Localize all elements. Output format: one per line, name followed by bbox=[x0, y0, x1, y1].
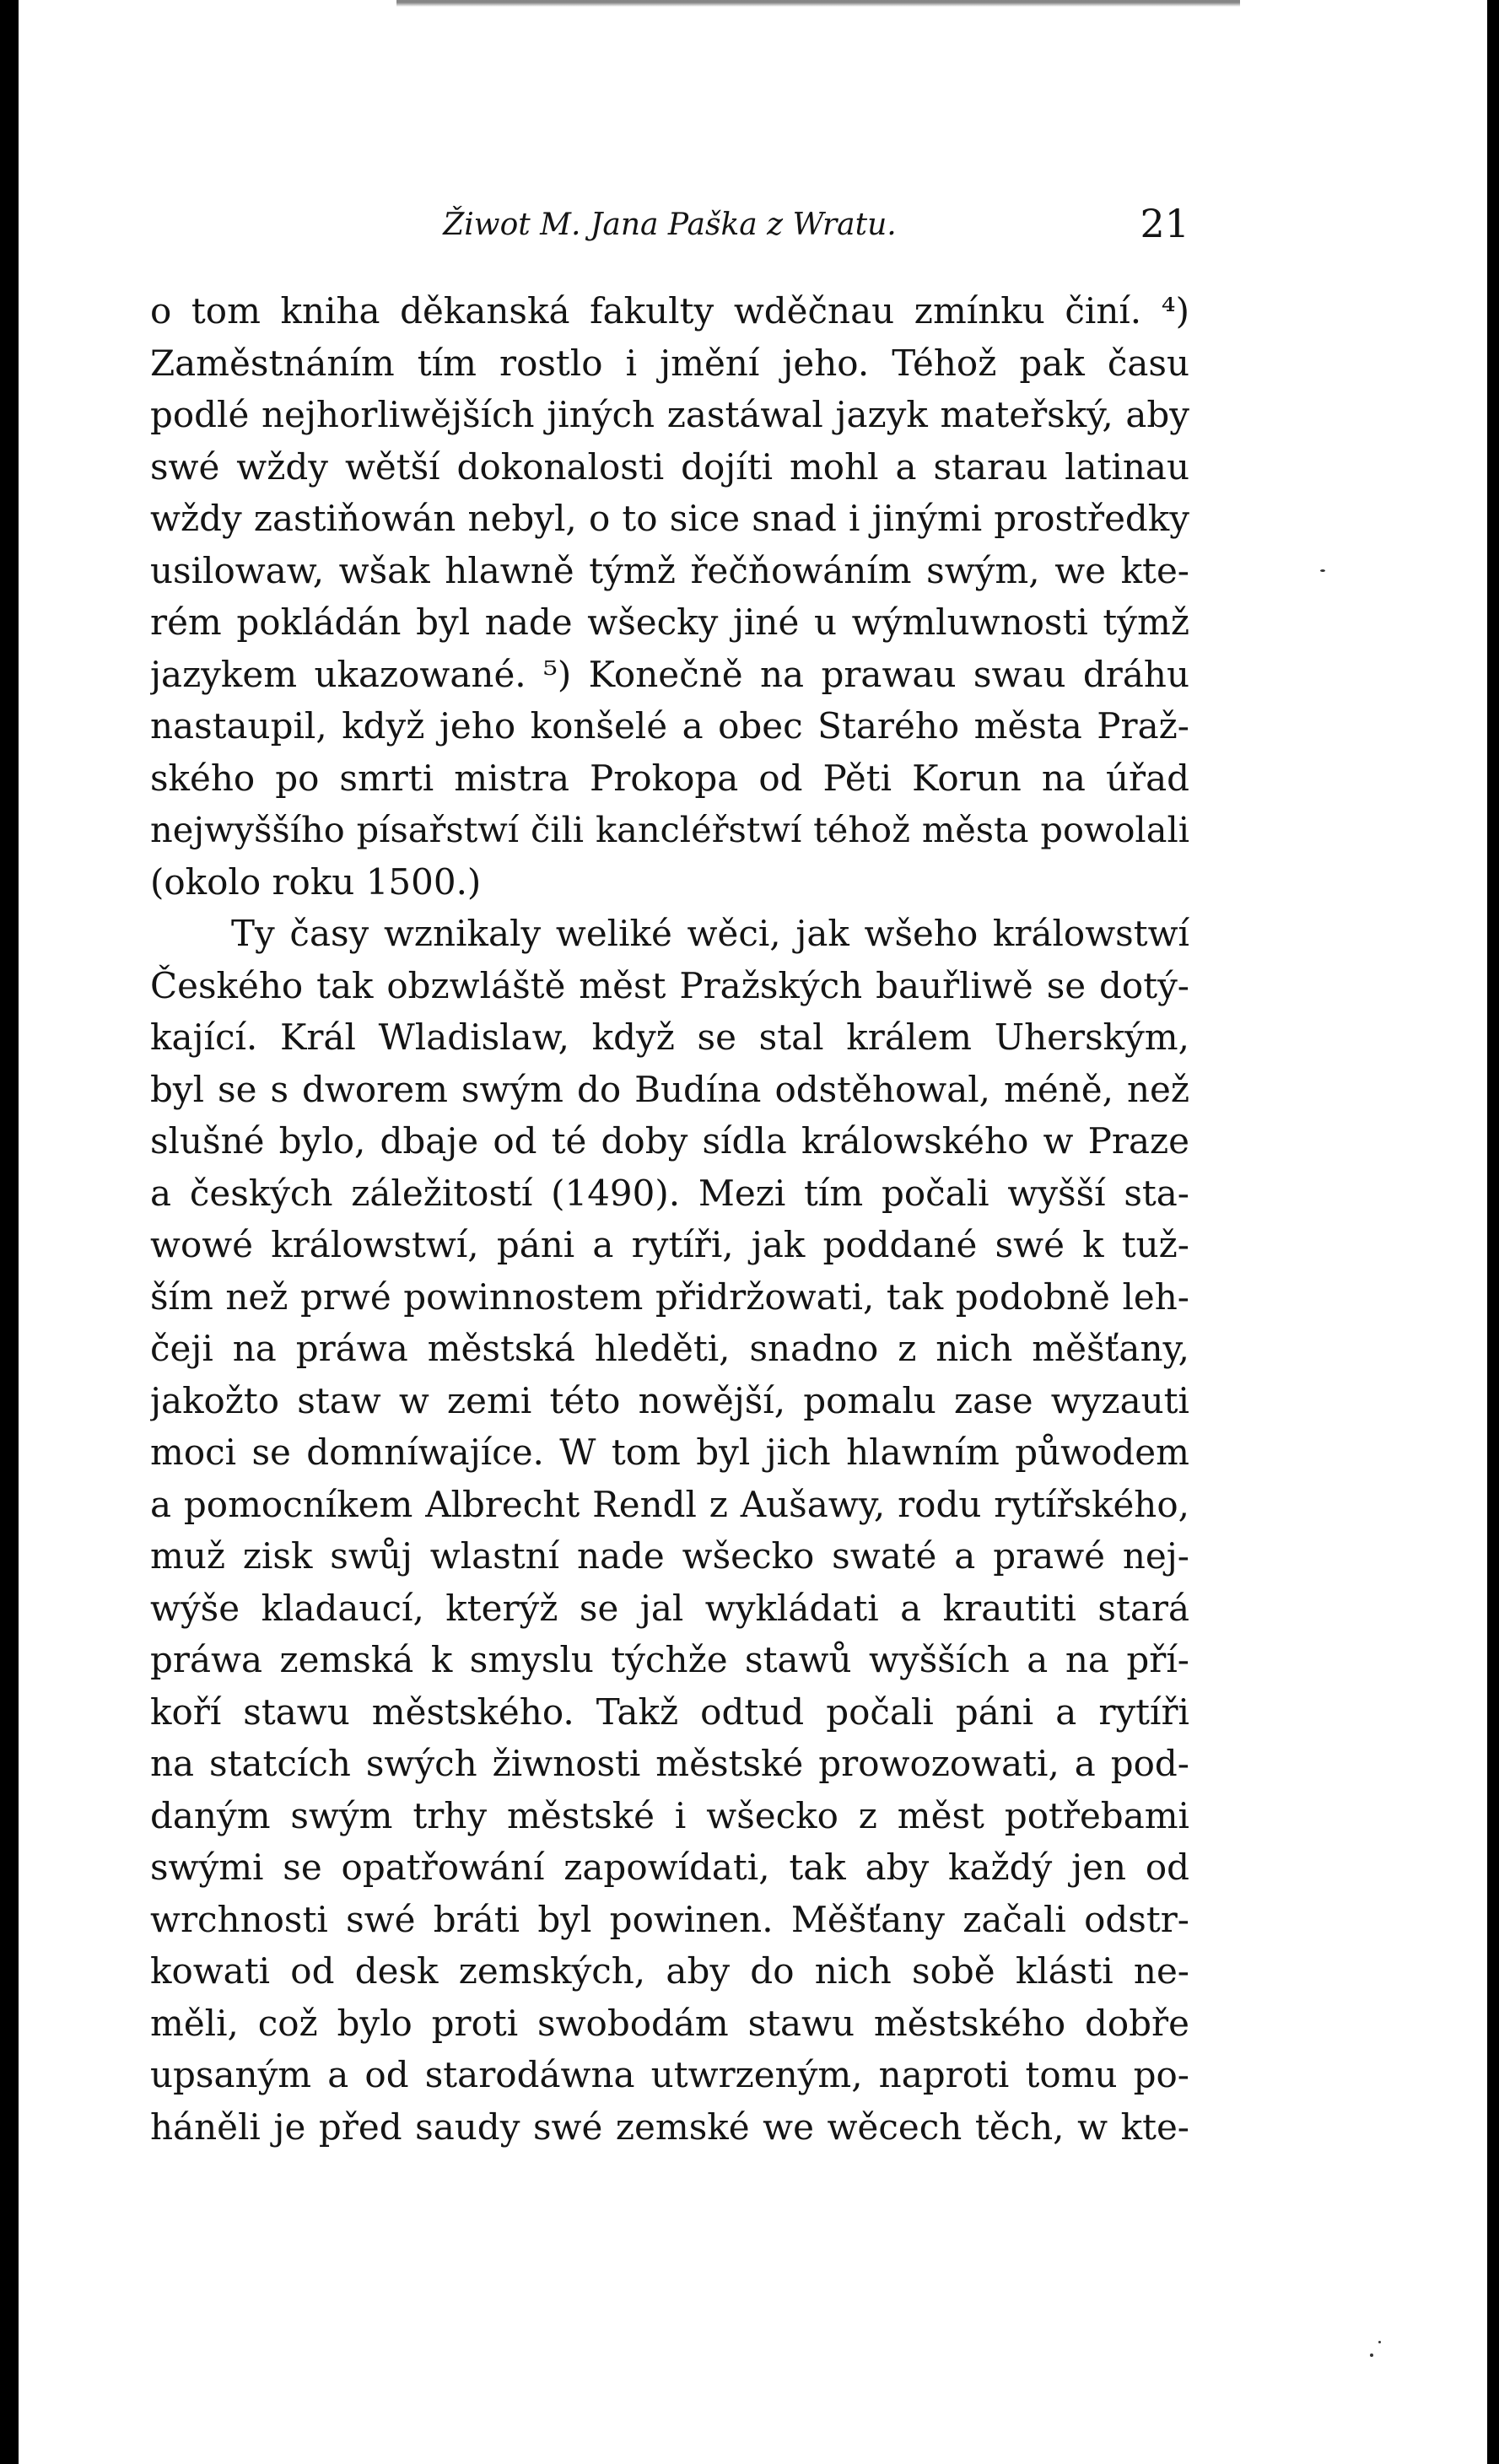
scan-border-left bbox=[0, 0, 19, 2464]
text-line: a českých záležitostí (1490). Mezi tím počali wyšší sta- bbox=[150, 1172, 1189, 1214]
text-line: wowé králowstwí, páni a rytíři, jak poddané swé k tuž- bbox=[150, 1224, 1189, 1265]
text-line: o tom kniha děkanská fakulty wděčnau zmínku činí. ⁴) bbox=[150, 290, 1189, 332]
text-line: upsaným a od starodáwna utwrzeným, naproti tomu po- bbox=[150, 2054, 1189, 2095]
text-line: moci se domníwajíce. W tom byl jich hlawním půwodem bbox=[150, 1431, 1189, 1473]
text-line: Zaměstnáním tím rostlo i jmění jeho. Téhož pak času bbox=[150, 342, 1189, 384]
running-title: Žiwot M. Jana Paška z Wratu. bbox=[443, 208, 897, 242]
text-line: wrchnosti swé bráti byl powinen. Měšťany začali odstr- bbox=[150, 1898, 1189, 1940]
text-line: muž zisk swůj wlastní nade wšecko swaté a prawé nej- bbox=[150, 1535, 1189, 1577]
paragraph-end-line: (okolo roku 1500.) bbox=[150, 860, 482, 903]
text-line: kowati od desk zemských, aby do nich sobě klásti ne- bbox=[150, 1950, 1189, 1992]
paragraph-first-line: Ty časy wznikaly weliké wěci, jak wšeho králowstwí bbox=[231, 913, 1189, 954]
scan-speck bbox=[1378, 2341, 1381, 2343]
scan-border-top bbox=[396, 0, 1240, 7]
text-line: usilowaw, wšak hlawně týmž řečňowáním swým, we kte- bbox=[150, 549, 1189, 591]
text-line: swými se opatřowání zapowídati, tak aby každý jen od bbox=[150, 1847, 1189, 1888]
text-line: nastaupil, když jeho konšelé a obec Starého města Praž- bbox=[150, 705, 1189, 747]
text-line: nejwyššího písařstwí čili kancléřstwí téhož města powolali bbox=[150, 809, 1189, 850]
text-line: na statcích swých žiwnosti městské prowozowati, a pod- bbox=[150, 1743, 1189, 1784]
scan-speck bbox=[1320, 569, 1325, 572]
text-line: ského po smrti mistra Prokopa od Pěti Korun na úřad bbox=[150, 757, 1189, 799]
text-line: a pomocníkem Albrecht Rendl z Aušawy, rodu rytířského, bbox=[150, 1483, 1189, 1525]
text-line: jazykem ukazowané. ⁵) Konečně na prawau swau dráhu bbox=[150, 653, 1189, 695]
body-text bbox=[150, 285, 1189, 2153]
text-line: daným swým trhy městské i wšecko z měst potřebami bbox=[150, 1794, 1189, 1836]
text-line: koří stawu městského. Takž odtud počali páni a rytíři bbox=[150, 1690, 1189, 1733]
text-line: rém pokládán byl nade wšecky jiné u wýmluwnosti týmž bbox=[150, 601, 1189, 643]
text-line: měli, což bylo proti swobodám stawu městského dobře bbox=[150, 2002, 1189, 2044]
scan-speck bbox=[1370, 2353, 1373, 2357]
text-line: háněli je před saudy swé zemské we wěcech těch, w kte- bbox=[150, 2105, 1189, 2148]
text-line: čeji na práwa městská hleděti, snadno z nich měšťany, bbox=[150, 1328, 1189, 1369]
text-line: práwa zemská k smyslu týchže stawů wyšších a na pří- bbox=[150, 1639, 1189, 1680]
text-line: wýše kladaucí, kterýž se jal wykládati a krautiti stará bbox=[150, 1587, 1189, 1629]
text-line: jakožto staw w zemi této nowější, pomalu zase wyzauti bbox=[150, 1379, 1189, 1421]
text-line: swé wždy wětší dokonalosti dojíti mohl a starau latinau bbox=[150, 445, 1189, 488]
text-line: Českého tak obzwláště měst Pražských bauřliwě se dotý- bbox=[150, 964, 1189, 1006]
text-line: wždy zastiňowán nebyl, o to sice snad i jinými prostředky bbox=[150, 498, 1189, 539]
page-number: 21 bbox=[1140, 201, 1189, 246]
text-line: kající. Král Wladislaw, když se stal králem Uherským, bbox=[150, 1016, 1189, 1058]
page-header bbox=[150, 201, 1189, 251]
text-line: byl se s dworem swým do Budína odstěhowal, méně, než bbox=[150, 1068, 1189, 1110]
text-line: ším než prwé powinnostem přidržowati, tak podobně leh- bbox=[150, 1275, 1189, 1318]
scan-border-right bbox=[1487, 0, 1499, 2464]
text-line: podlé nejhorliwějších jiných zastáwal jazyk mateřský, aby bbox=[150, 394, 1189, 435]
text-line: slušné bylo, dbaje od té doby sídla králowského w Praze bbox=[150, 1120, 1189, 1162]
